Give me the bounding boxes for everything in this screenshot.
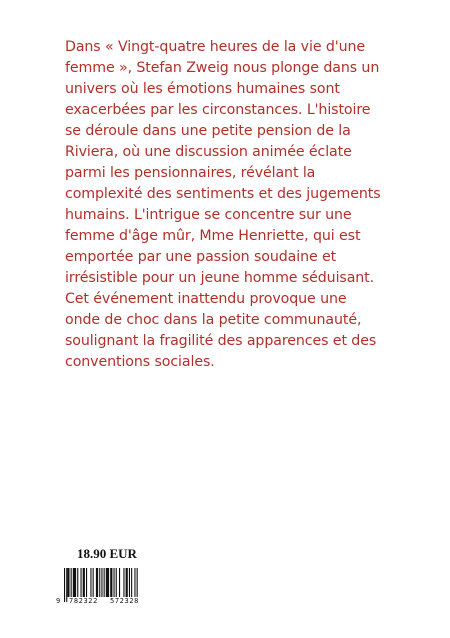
barcode-bar [101,568,102,597]
barcode-bar [93,568,94,597]
barcode-bar [110,568,112,597]
barcode-first-digit: 9 [56,597,61,605]
barcode-bar [83,568,85,597]
barcode-bar [71,568,72,597]
barcode-bar [119,568,120,597]
isbn-barcode [56,568,148,608]
barcode-bar [86,568,87,597]
barcode-bar [77,568,78,597]
barcode-left-digits: 782322 [69,597,98,605]
barcode-bar [104,568,105,597]
barcode-bar [64,568,65,602]
barcode-bar [81,568,82,597]
back-cover-blurb: Dans « Vingt-quatre heures de la vie d'une femme », Stefan Zweig nous plonge dans un univers où les émotions humaines sont exacerbées par les circonstances. L'histoire se déroule dans une petite pension de la Riviera, où une discussion animée éclate parmi les pensionnaires, révélant la complexité des sentiments et des jugements humains. L'intrigue se concentre sur une femme d'âge mûr, Mme Henriette, qui est emportée par une passion soudaine et irrésistible pour un jeune homme séduisant. Cet événement inattendu provoque une onde de choc dans la petite communauté, soulignant la fragilité des apparences et des conventions sociales. [65,39,381,370]
barcode-bar [114,568,115,597]
barcode-right-digits: 572328 [110,597,139,605]
barcode-bar [66,568,67,602]
barcode-bar [129,568,130,597]
barcode-bar [116,568,117,597]
barcode-bar [90,568,91,597]
barcode-bar [96,568,98,597]
barcode-bar [131,568,132,597]
barcode-bar [73,568,76,597]
price-label: 18.90 EUR [77,546,137,561]
barcode-bar [106,568,109,597]
barcode-bar [99,568,100,597]
barcode-bar [126,568,128,597]
barcode-bar [123,568,124,597]
barcode-bar [67,568,69,597]
